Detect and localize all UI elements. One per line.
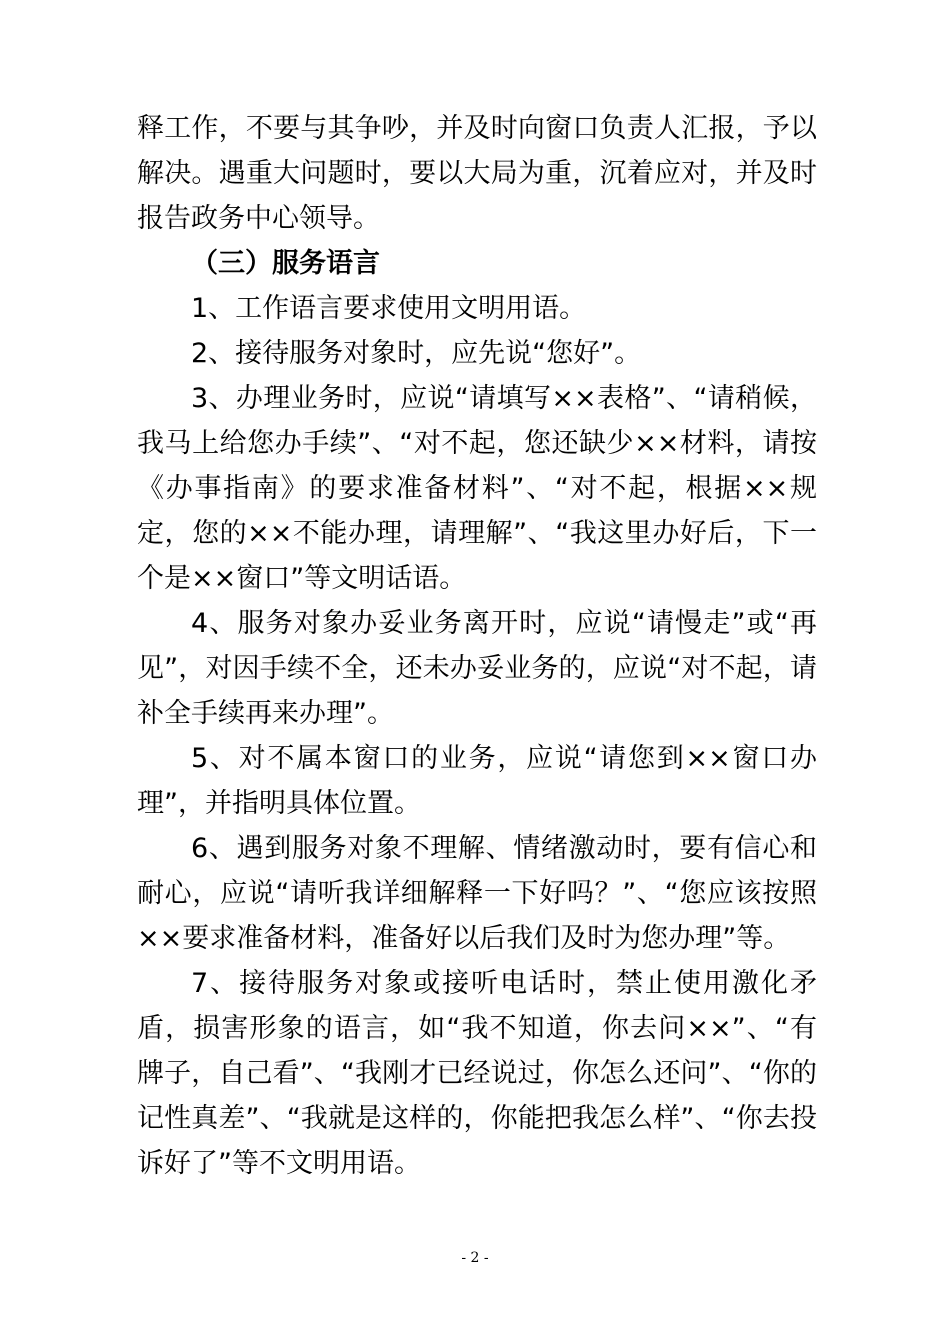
paragraph-continuation: 释工作，不要与其争吵，并及时向窗口负责人汇报，予以解决。遇重大问题时，要以大局为重，沉着应对，并及时报告政务中心领导。 bbox=[137, 113, 817, 234]
list-item-3: 3、办理业务时，应说“请填写××表格”、“请稍候，我马上给您办手续”、“对不起，您还缺少××材料，请按《办事指南》的要求准备材料”、“对不起，根据××规定，您的××不能办理，请理解”、“我这里办好后，下一个是××窗口”等文明话语。 bbox=[137, 383, 817, 594]
list-item-6: 6、遇到服务对象不理解、情绪激动时，要有信心和耐心，应说“请听我详细解释一下好吗？”、“您应该按照××要求准备材料，准备好以后我们及时为您办理”等。 bbox=[137, 833, 817, 954]
page-number: - 2 - bbox=[461, 1250, 489, 1266]
list-item-1: 1、工作语言要求使用文明用语。 bbox=[191, 293, 587, 324]
list-item-4: 4、服务对象办妥业务离开时，应说“请慢走”或“再见”，对因手续不全，还未办妥业务的，应说“对不起，请补全手续再来办理”。 bbox=[137, 608, 817, 729]
list-item-7: 7、接待服务对象或接听电话时，禁止使用激化矛盾，损害形象的语言，如“我不知道，你去问××”、“有牌子，自己看”、“我刚才已经说过，你怎么还问”、“你的记性真差”、“我就是这样的，你能把我怎么样”、“你去投诉好了”等不文明用语。 bbox=[137, 968, 817, 1179]
list-item-2: 2、接待服务对象时，应先说“您好”。 bbox=[191, 338, 642, 369]
list-item-5: 5、对不属本窗口的业务，应说“请您到××窗口办理”，并指明具体位置。 bbox=[137, 743, 817, 819]
section-heading: （三）服务语言 bbox=[191, 248, 380, 279]
document-body bbox=[137, 106, 817, 1186]
